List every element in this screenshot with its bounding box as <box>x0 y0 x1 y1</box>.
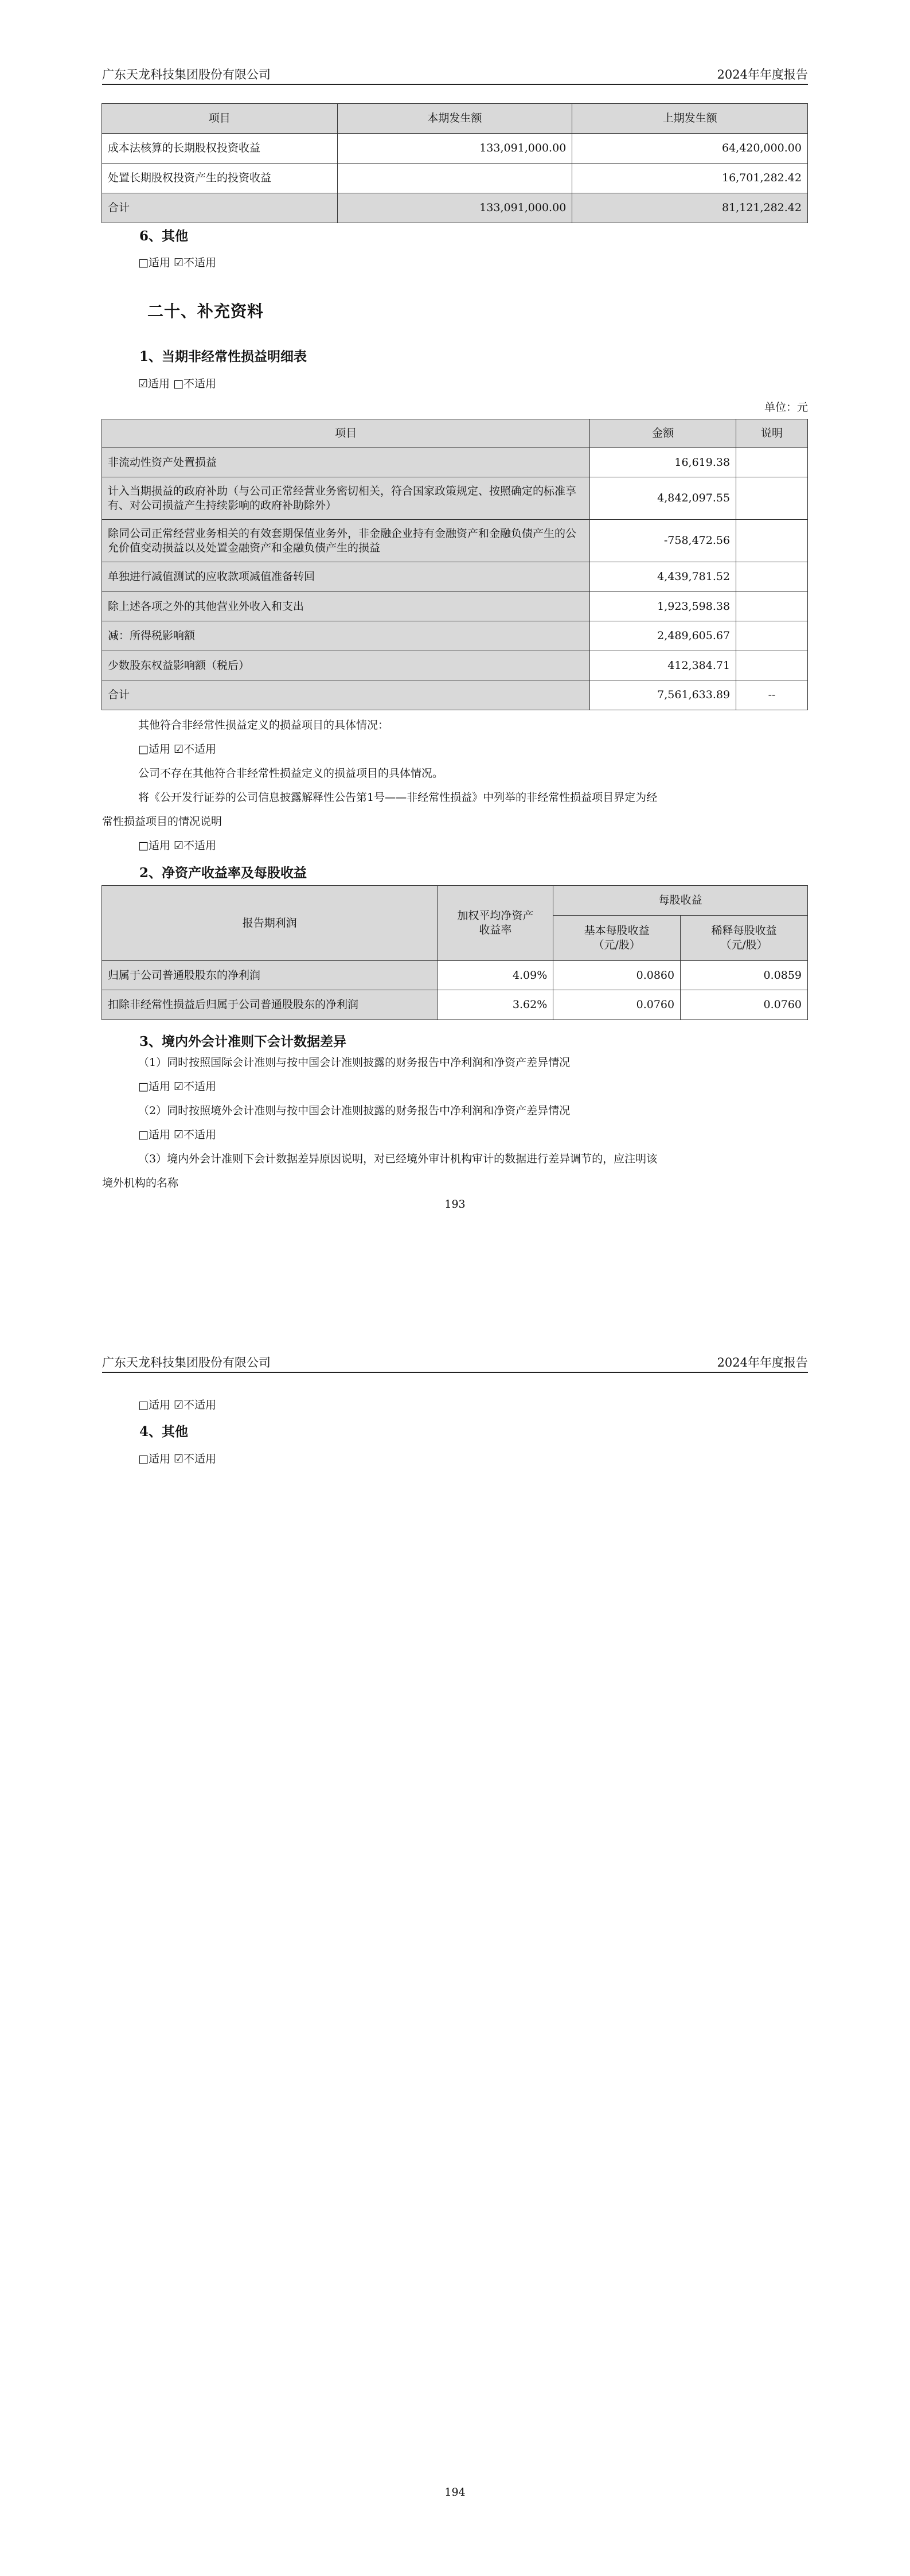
basic-eps-value: 0.0860 <box>553 961 681 990</box>
col-header-item: 项目 <box>102 419 590 448</box>
table-row <box>102 448 808 477</box>
col-header-roe <box>438 886 553 961</box>
col-header-diluted-line2: （元/股） <box>720 939 768 951</box>
page-number: 193 <box>444 1198 466 1211</box>
diff-item-3-line2: 境外机构的名称 <box>102 1177 179 1189</box>
table-row <box>102 134 808 164</box>
col-header-eps: 每股收益 <box>553 886 808 916</box>
note-value: -- <box>736 680 808 710</box>
diff-item-3-applicability: □适用 ☑不适用 <box>138 1399 217 1411</box>
col-header-basic-eps <box>553 916 681 961</box>
col-header-amount: 金额 <box>590 419 736 448</box>
section-20-title: 二十、补充资料 <box>147 302 264 321</box>
row-label: 合计 <box>102 680 590 710</box>
diff-item-1-applicability: □适用 ☑不适用 <box>138 1080 217 1093</box>
table-header-row <box>102 419 808 448</box>
note-value <box>736 520 808 562</box>
header-divider <box>102 1372 808 1373</box>
row-label: 计入当期损益的政府补助（与公司正常经营业务密切相关，符合国家政策规定、按照确定的标准享有、对公司损益产生持续影响的政府补助除外） <box>102 477 590 520</box>
col-header-diluted-line1: 稀释每股收益 <box>711 924 777 937</box>
previous-value: 81,121,282.42 <box>572 193 808 223</box>
row-label: 除同公司正常经营业务相关的有效套期保值业务外，非金融企业持有金融资产和金融负债产生的公允价值变动损益以及处置金融资产和金融负债产生的损益 <box>102 520 590 562</box>
row-label: 扣除非经常性损益后归属于公司普通股股东的净利润 <box>102 990 438 1020</box>
nonrecurring-applicability: ☑适用 □不适用 <box>138 378 217 390</box>
investment-income-table <box>101 103 808 223</box>
col-header-item: 项目 <box>102 104 338 134</box>
diluted-eps-value: 0.0760 <box>681 990 808 1020</box>
amount-value: 1,923,598.38 <box>590 592 736 621</box>
amount-value: 412,384.71 <box>590 651 736 680</box>
col-header-profit: 报告期利润 <box>102 886 438 961</box>
table-header-row <box>102 886 808 916</box>
table-row <box>102 520 808 562</box>
row-label: 归属于公司普通股股东的净利润 <box>102 961 438 990</box>
table-row <box>102 562 808 592</box>
table-row <box>102 990 808 1020</box>
basic-eps-value: 0.0760 <box>553 990 681 1020</box>
previous-value: 64,420,000.00 <box>572 134 808 164</box>
table-total-row <box>102 680 808 710</box>
note-value <box>736 448 808 477</box>
row-label: 成本法核算的长期股权投资收益 <box>102 134 338 164</box>
note-value <box>736 562 808 592</box>
amount-value: 2,489,605.67 <box>590 621 736 651</box>
row-label: 除上述各项之外的其他营业外收入和支出 <box>102 592 590 621</box>
roe-value: 4.09% <box>438 961 553 990</box>
amount-value: 4,439,781.52 <box>590 562 736 592</box>
row-label: 处置长期股权投资产生的投资收益 <box>102 164 338 193</box>
page-number: 194 <box>444 2486 466 2499</box>
other-items-applicability: □适用 ☑不适用 <box>138 743 217 756</box>
page-194 <box>0 1288 910 2576</box>
col-header-basic-line1: 基本每股收益 <box>584 924 650 937</box>
col-header-roe-line1: 加权平均净资产 <box>457 909 534 923</box>
amount-value: -758,472.56 <box>590 520 736 562</box>
reclassification-note-line2: 常性损益项目的情况说明 <box>102 815 222 828</box>
col-header-basic-line2: （元/股） <box>593 939 640 951</box>
note-value <box>736 651 808 680</box>
amount-value: 16,619.38 <box>590 448 736 477</box>
header-divider <box>102 84 808 85</box>
row-label: 少数股东权益影响额（税后） <box>102 651 590 680</box>
row-label: 单独进行减值测试的应收款项减值准备转回 <box>102 562 590 592</box>
table-row <box>102 477 808 520</box>
table-row <box>102 961 808 990</box>
amount-value: 7,561,633.89 <box>590 680 736 710</box>
diluted-eps-value: 0.0859 <box>681 961 808 990</box>
other-items-note: 其他符合非经常性损益定义的损益项目的具体情况： <box>138 719 389 731</box>
nonrecurring-title: 1、当期非经常性损益明细表 <box>139 349 307 364</box>
table-row <box>102 164 808 193</box>
nonrecurring-table <box>101 419 808 710</box>
section-6-title: 6、其他 <box>139 228 189 244</box>
row-label: 非流动性资产处置损益 <box>102 448 590 477</box>
amount-value: 4,842,097.55 <box>590 477 736 520</box>
table-row <box>102 651 808 680</box>
current-value <box>337 164 572 193</box>
col-header-current: 本期发生额 <box>337 104 572 134</box>
header-company: 广东天龙科技集团股份有限公司 <box>102 68 271 81</box>
col-header-note: 说明 <box>736 419 808 448</box>
current-value: 133,091,000.00 <box>337 134 572 164</box>
roe-eps-table <box>101 885 808 1020</box>
table-total-row <box>102 193 808 223</box>
section-4-applicability: □适用 ☑不适用 <box>138 1453 217 1465</box>
table-row <box>102 621 808 651</box>
header-report: 2024年年度报告 <box>717 1356 808 1369</box>
table-header-row <box>102 104 808 134</box>
note-value <box>736 592 808 621</box>
no-other-items-note: 公司不存在其他符合非经常性损益定义的损益项目的具体情况。 <box>138 767 444 780</box>
reclassification-applicability: □适用 ☑不适用 <box>138 839 217 852</box>
col-header-previous: 上期发生额 <box>572 104 808 134</box>
row-label: 合计 <box>102 193 338 223</box>
previous-value: 16,701,282.42 <box>572 164 808 193</box>
diff-item-3-line1: （3）境内外会计准则下会计数据差异原因说明，对已经境外审计机构审计的数据进行差异调节的，应注明该 <box>138 1153 658 1165</box>
note-value <box>736 477 808 520</box>
section-4-title: 4、其他 <box>139 1424 189 1439</box>
roe-title: 2、净资产收益率及每股收益 <box>139 865 307 881</box>
header-company: 广东天龙科技集团股份有限公司 <box>102 1356 271 1369</box>
note-value <box>736 621 808 651</box>
header-report: 2024年年度报告 <box>717 68 808 81</box>
diff-item-2-applicability: □适用 ☑不适用 <box>138 1129 217 1141</box>
row-label: 减：所得税影响额 <box>102 621 590 651</box>
accounting-diff-title: 3、境内外会计准则下会计数据差异 <box>139 1034 347 1049</box>
current-value: 133,091,000.00 <box>337 193 572 223</box>
col-header-diluted-eps <box>681 916 808 961</box>
diff-item-2: （2）同时按照境外会计准则与按中国会计准则披露的财务报告中净利润和净资产差异情况 <box>138 1104 571 1117</box>
section-6-applicability: □适用 ☑不适用 <box>138 256 217 269</box>
unit-label: 单位：元 <box>764 401 808 414</box>
roe-value: 3.62% <box>438 990 553 1020</box>
col-header-roe-line2: 收益率 <box>479 924 512 936</box>
reclassification-note-line1: 将《公开发行证券的公司信息披露解释性公告第1号——非经常性损益》中列举的非经常性损益项目界定为经 <box>138 791 658 804</box>
diff-item-1: （1）同时按照国际会计准则与按中国会计准则披露的财务报告中净利润和净资产差异情况 <box>138 1056 571 1069</box>
table-row <box>102 592 808 621</box>
